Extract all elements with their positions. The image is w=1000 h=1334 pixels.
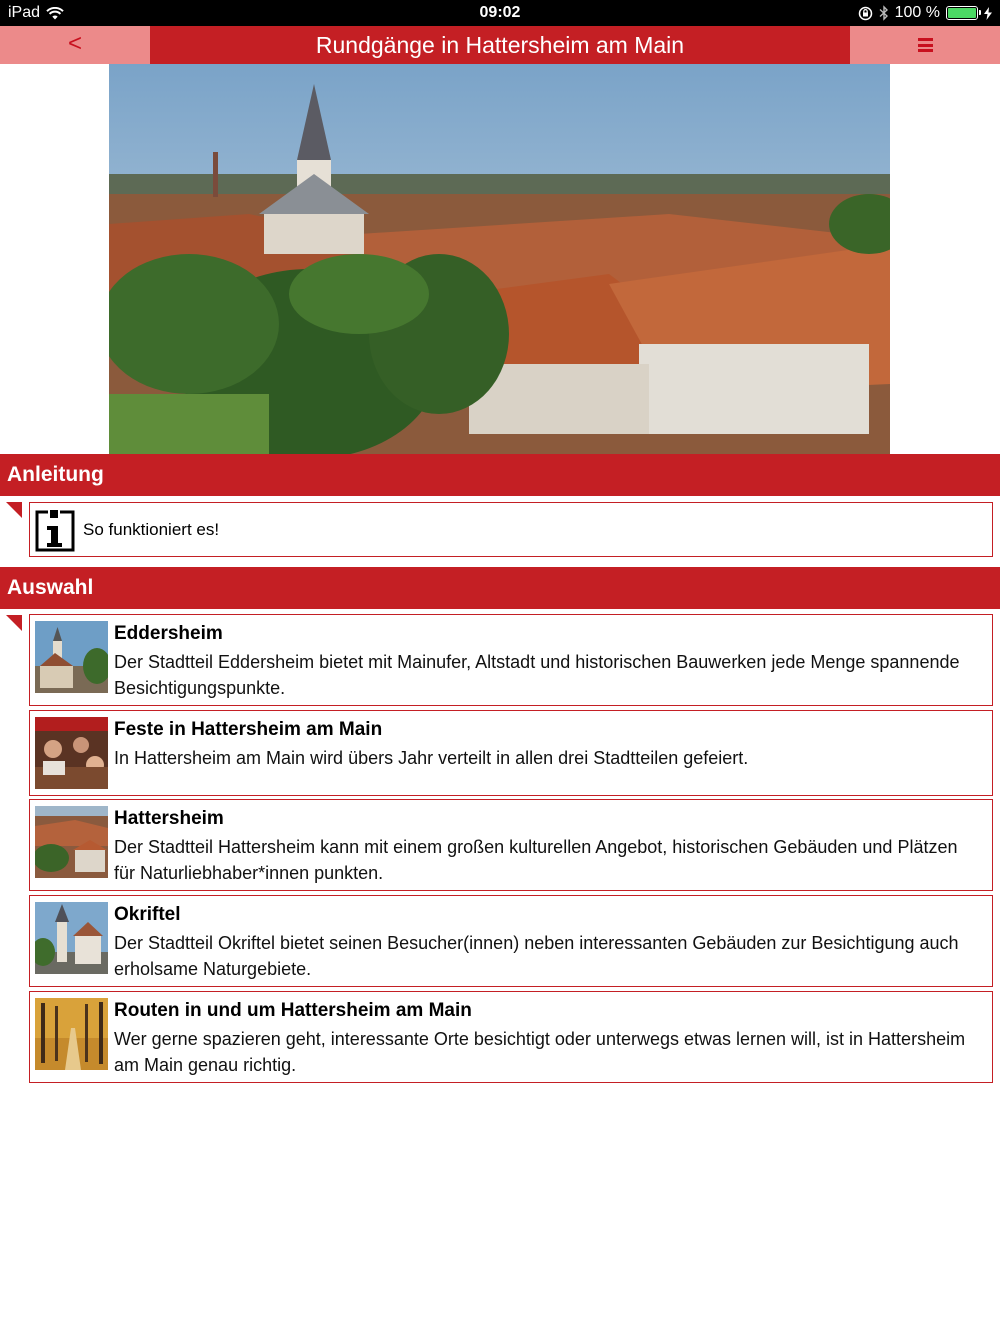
info-icon — [35, 508, 77, 553]
thumbnail-routen — [35, 998, 108, 1070]
battery-icon — [946, 6, 978, 20]
item-title: Okriftel — [114, 904, 181, 925]
menu-button[interactable] — [850, 26, 1000, 64]
item-title: Eddersheim — [114, 623, 223, 644]
status-right — [858, 4, 992, 22]
item-description: Der Stadtteil Eddersheim bietet mit Mainufer, Altstadt und historischen Bauwerken jede Menge spannende Besichtigungspunkte. — [114, 652, 960, 698]
item-title: Feste in Hattersheim am Main — [114, 719, 383, 740]
thumbnail-hattersheim — [35, 806, 108, 878]
device-label: iPad — [8, 4, 41, 21]
item-description: Wer gerne spazieren geht, interessante Orte besichtigt oder unterwegs etwas lernen will, ist in Hattersheim am Main genau richtig. — [114, 1029, 966, 1075]
charging-icon — [984, 7, 992, 20]
thumbnail-feste — [35, 717, 108, 789]
section-marker-auswahl — [6, 615, 22, 631]
battery-percent: 100 % — [894, 4, 940, 21]
nav-bar — [0, 26, 1000, 64]
section-marker-anleitung — [6, 502, 22, 518]
back-button[interactable] — [0, 26, 150, 64]
battery-fill — [948, 8, 976, 18]
status-time: 09:02 — [479, 4, 521, 21]
list-item-routen[interactable] — [29, 991, 993, 1083]
instructions-label: So funktioniert es! — [83, 520, 220, 539]
section-header-auswahl: Auswahl — [0, 567, 1000, 609]
thumbnail-okriftel — [35, 902, 108, 974]
status-bar — [0, 0, 1000, 26]
rotation-lock-icon — [858, 6, 873, 21]
hero-image — [109, 64, 890, 454]
hamburger-menu-icon — [918, 38, 933, 52]
list-item-instructions[interactable] — [29, 502, 993, 557]
back-label: < — [67, 30, 82, 57]
list-item-eddersheim[interactable] — [29, 614, 993, 706]
item-description: Der Stadtteil Hattersheim kann mit einem großen kulturellen Angebot, historischen Gebäuden und Plätzen für Naturliebhaber*innen punkten. — [114, 837, 958, 883]
list-item-hattersheim[interactable] — [29, 799, 993, 891]
thumbnail-eddersheim — [35, 621, 108, 693]
list-item-okriftel[interactable] — [29, 895, 993, 987]
town-aerial-photo — [109, 64, 890, 454]
item-title: Routen in und um Hattersheim am Main — [114, 1000, 472, 1021]
item-description: Der Stadtteil Okriftel bietet seinen Besucher(innen) neben interessanten Gebäuden zur Besichtigung auch erholsame Naturgebiete. — [114, 933, 959, 979]
item-description: In Hattersheim am Main wird übers Jahr verteilt in allen drei Stadtteilen gefeiert. — [114, 748, 749, 768]
bluetooth-icon — [879, 5, 889, 21]
list-item-feste[interactable] — [29, 710, 993, 796]
page-title: Rundgänge in Hattersheim am Main — [150, 26, 850, 64]
section-header-anleitung: Anleitung — [0, 454, 1000, 496]
item-title: Hattersheim — [114, 808, 224, 829]
